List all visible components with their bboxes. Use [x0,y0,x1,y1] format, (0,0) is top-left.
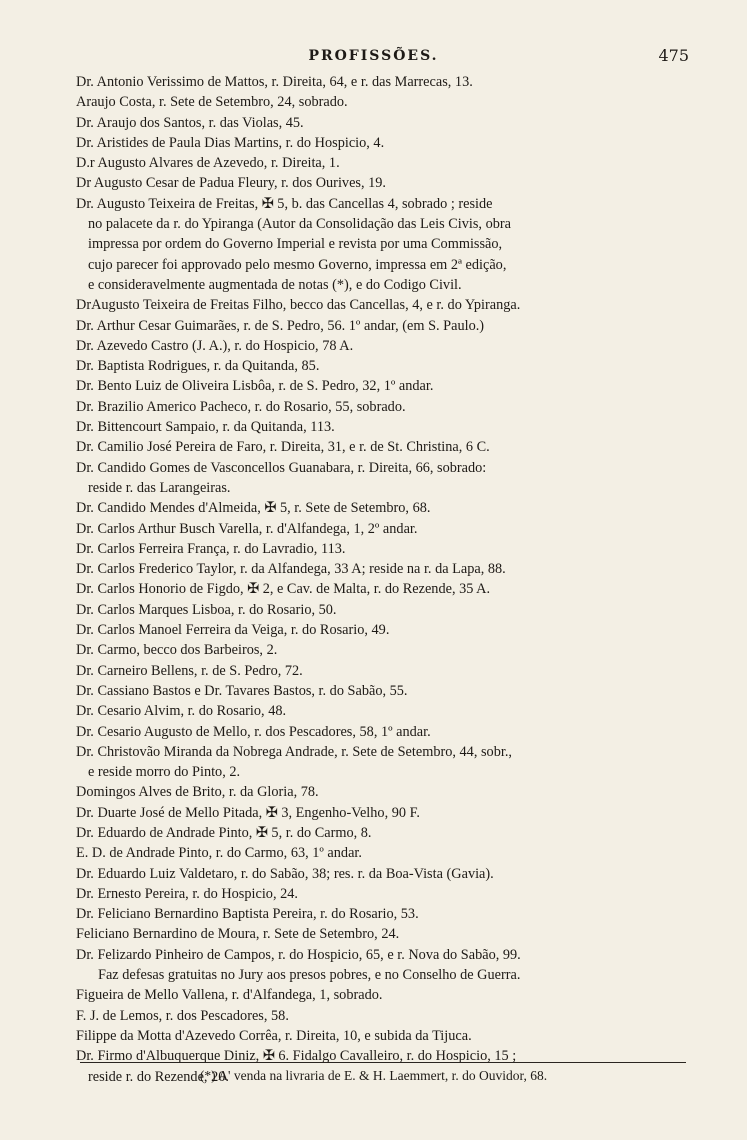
list-item: Dr. Antonio Verissimo de Mattos, r. Direita, 64, e r. das Marrecas, 13. [76,74,473,90]
list-item: Dr Augusto Cesar de Padua Fleury, r. dos Ourives, 19. [76,175,386,192]
list-item-continuation: cujo parecer foi approvado pelo mesmo Governo, impressa em 2ª edição, [88,256,507,273]
list-item: Dr. Ernesto Pereira, r. do Hospicio, 24. [76,885,298,902]
list-item: Dr. Aristides de Paula Dias Martins, r. do Hospicio, 4. [76,134,385,151]
list-item: Dr. Eduardo de Andrade Pinto, ✠ 5, r. do Carmo, 8. [76,824,372,841]
list-item-continuation: reside r. do Rezende, 20. [88,1068,229,1085]
list-item: DrAugusto Teixeira de Freitas Filho, becco das Cancellas, 4, e r. do Ypiranga. [76,297,521,314]
list-item: Dr. Carneiro Bellens, r. de S. Pedro, 72. [76,662,303,679]
list-item: Dr. Araujo dos Santos, r. das Violas, 45. [76,114,304,131]
page-title: PROFISSÕES. [308,48,439,64]
list-item: Dr. Firmo d'Albuquerque Diniz, ✠ 6. Fidalgo Cavalleiro, r. do Hospicio, 15 ; [76,1048,517,1065]
list-item: Dr. Eduardo Luiz Valdetaro, r. do Sabão, 38; res. r. da Boa-Vista (Gavia). [76,865,494,882]
page-header [0,46,747,70]
list-item: Dr. Felizardo Pinheiro de Campos, r. do Hospicio, 65, e r. Nova do Sabão, 99. [76,946,521,963]
list-item: Dr. Carlos Honorio de Figdo, ✠ 2, e Cav. de Malta, r. do Rezende, 35 A. [76,581,491,598]
list-item-continuation: e reside morro do Pinto, 2. [88,764,241,781]
list-item: Dr. Carmo, becco dos Barbeiros, 2. [76,642,278,659]
list-item: Dr. Bento Luiz de Oliveira Lisbôa, r. de S. Pedro, 32, 1º andar. [76,378,434,395]
footnote-divider [80,1062,686,1063]
list-item-continuation: reside r. das Larangeiras. [88,479,231,496]
list-item: Dr. Carlos Frederico Taylor, r. da Alfandega, 33 A; reside na r. da Lapa, 88. [76,561,506,578]
footnote: (*) A' venda na livraria de E. & H. Laemmert, r. do Ouvidor, 68. [199,1068,548,1083]
list-item: Dr. Brazilio Americo Pacheco, r. do Rosario, 55, sobrado. [76,398,406,415]
list-item: Feliciano Bernardino de Moura, r. Sete de Setembro, 24. [76,926,400,943]
list-item-continuation: e consideravelmente augmentada de notas (*), e do Codigo Civil. [88,276,462,293]
list-item: Dr. Feliciano Bernardino Baptista Pereira, r. do Rosario, 53. [76,906,419,923]
list-item: Dr. Camilio José Pereira de Faro, r. Direita, 31, e r. de St. Christina, 6 C. [76,439,490,456]
list-item: Dr. Christovão Miranda da Nobrega Andrade, r. Sete de Setembro, 44, sobr., [76,743,512,760]
list-item: Dr. Carlos Manoel Ferreira da Veiga, r. do Rosario, 49. [76,622,390,639]
list-item: D.r Augusto Alvares de Azevedo, r. Direita, 1. [76,155,340,172]
list-item: Dr. Candido Gomes de Vasconcellos Guanabara, r. Direita, 66, sobrado: [76,459,487,476]
list-item: Domingos Alves de Brito, r. da Gloria, 78. [76,784,319,801]
page-number: 475 [658,46,689,65]
list-item: Dr. Arthur Cesar Guimarães, r. de S. Pedro, 56. 1º andar, (em S. Paulo.) [76,317,485,334]
list-item: Dr. Duarte José de Mello Pitada, ✠ 3, Engenho-Velho, 90 F. [76,804,420,821]
list-item: Dr. Carlos Arthur Busch Varella, r. d'Alfandega, 1, 2º andar. [76,520,418,537]
list-item-continuation: no palacete da r. do Ypiranga (Autor da Consolidação das Leis Civis, obra [88,216,511,233]
list-item: Dr. Carlos Ferreira França, r. do Lavradio, 113. [76,540,346,557]
list-item: Dr. Baptista Rodrigues, r. da Quitanda, 85. [76,358,320,375]
list-item: Dr. Cesario Alvim, r. do Rosario, 48. [76,703,287,720]
list-item: Araujo Costa, r. Sete de Setembro, 24, sobrado. [76,94,348,111]
list-item: F. J. de Lemos, r. dos Pescadores, 58. [76,1007,289,1024]
list-item: Dr. Cesario Augusto de Mello, r. dos Pescadores, 58, 1º andar. [76,723,431,740]
list-item-continuation: impressa por ordem do Governo Imperial e revista por uma Commissão, [88,236,503,253]
list-item: Filippe da Motta d'Azevedo Corrêa, r. Direita, 10, e subida da Tijuca. [76,1027,472,1044]
list-item: E. D. de Andrade Pinto, r. do Carmo, 63, 1º andar. [76,845,362,862]
list-item: Dr. Azevedo Castro (J. A.), r. do Hospicio, 78 A. [76,337,354,354]
list-item: Figueira de Mello Vallena, r. d'Alfandega, 1, sobrado. [76,987,383,1004]
list-item: Dr. Candido Mendes d'Almeida, ✠ 5, r. Sete de Setembro, 68. [76,500,431,517]
list-item: Dr. Carlos Marques Lisboa, r. do Rosario, 50. [76,601,337,618]
entry-list [76,72,696,1087]
list-item: Dr. Cassiano Bastos e Dr. Tavares Bastos, r. do Sabão, 55. [76,682,408,699]
list-item: Dr. Augusto Teixeira de Freitas, ✠ 5, b. das Cancellas 4, sobrado ; reside [76,195,493,212]
list-item-continuation: Faz defesas gratuitas no Jury aos presos pobres, e no Conselho de Guerra. [98,967,521,984]
list-item: Dr. Bittencourt Sampaio, r. da Quitanda, 113. [76,419,335,436]
